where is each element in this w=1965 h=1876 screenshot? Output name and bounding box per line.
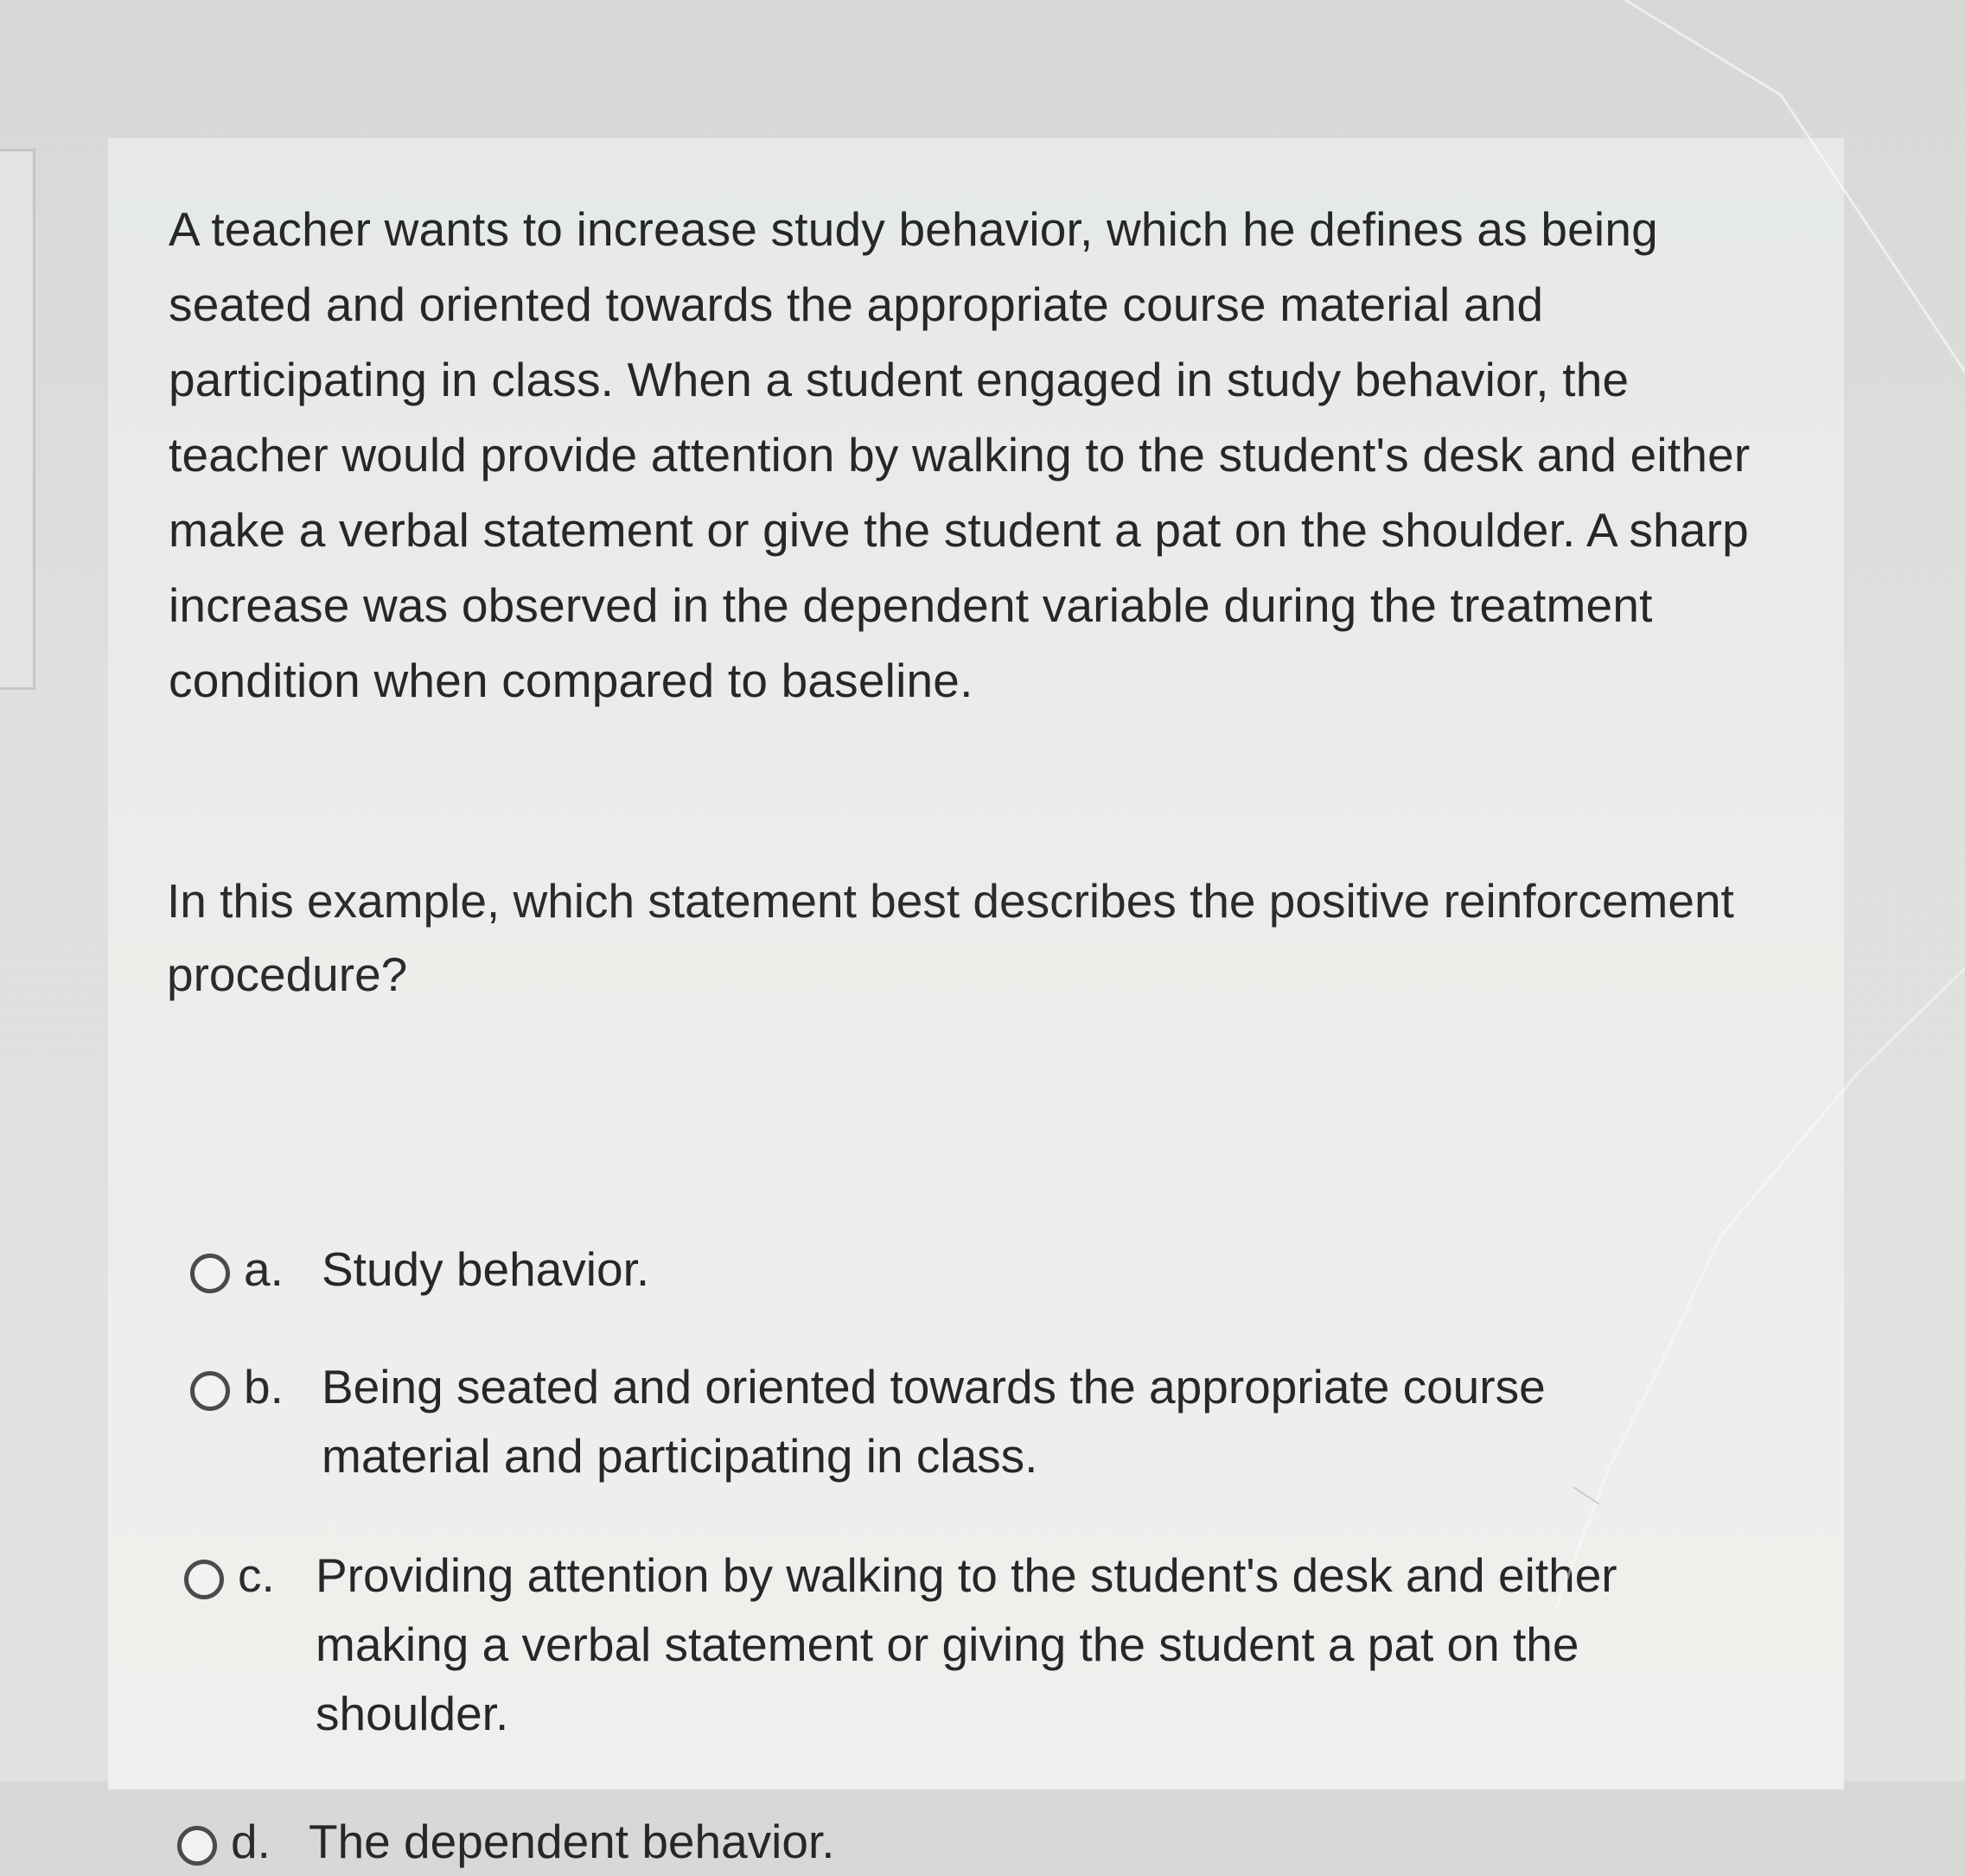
- choice-d[interactable]: [177, 1807, 1751, 1876]
- choice-text-a: Study behavior.: [322, 1242, 650, 1296]
- side-panel-edge: [0, 149, 35, 690]
- question-text: In this example, which statement best describes the positive reinforcement procedure?: [167, 874, 1734, 1001]
- radio-button-d[interactable]: [177, 1826, 217, 1866]
- choice-text-c: Providing attention by walking to the student's desk and either making a verbal statement or giving the student a pat on the shoulder.: [316, 1548, 1617, 1740]
- choice-letter-d: d.: [231, 1815, 271, 1868]
- choice-b[interactable]: [190, 1352, 1746, 1490]
- choice-a[interactable]: [190, 1235, 1746, 1304]
- radio-button-c[interactable]: [184, 1560, 224, 1599]
- question-prompt: A teacher wants to increase study behavior, which he defines as being seated and oriented towards the appropriate course material and participating in class. When a student engaged in study behavior, the teacher would provide attention by walking to the student's desk and either make a verbal statement or give the student a pat on the shoulder. A sharp increase was observed in the dependent variable during the treatment condition when compared to baseline.: [169, 202, 1751, 707]
- choice-c[interactable]: [184, 1541, 1758, 1748]
- choice-text-d: The dependent behavior.: [309, 1815, 835, 1868]
- choice-letter-b: b.: [244, 1360, 284, 1413]
- choice-letter-a: a.: [244, 1242, 284, 1296]
- choice-letter-c: c.: [238, 1548, 275, 1602]
- answer-choices: [108, 138, 1844, 1868]
- radio-button-b[interactable]: [190, 1371, 230, 1411]
- choice-text-b: Being seated and oriented towards the appropriate course material and participating in class.: [322, 1360, 1546, 1483]
- question-card: [108, 138, 1844, 1868]
- radio-button-a[interactable]: [190, 1254, 230, 1293]
